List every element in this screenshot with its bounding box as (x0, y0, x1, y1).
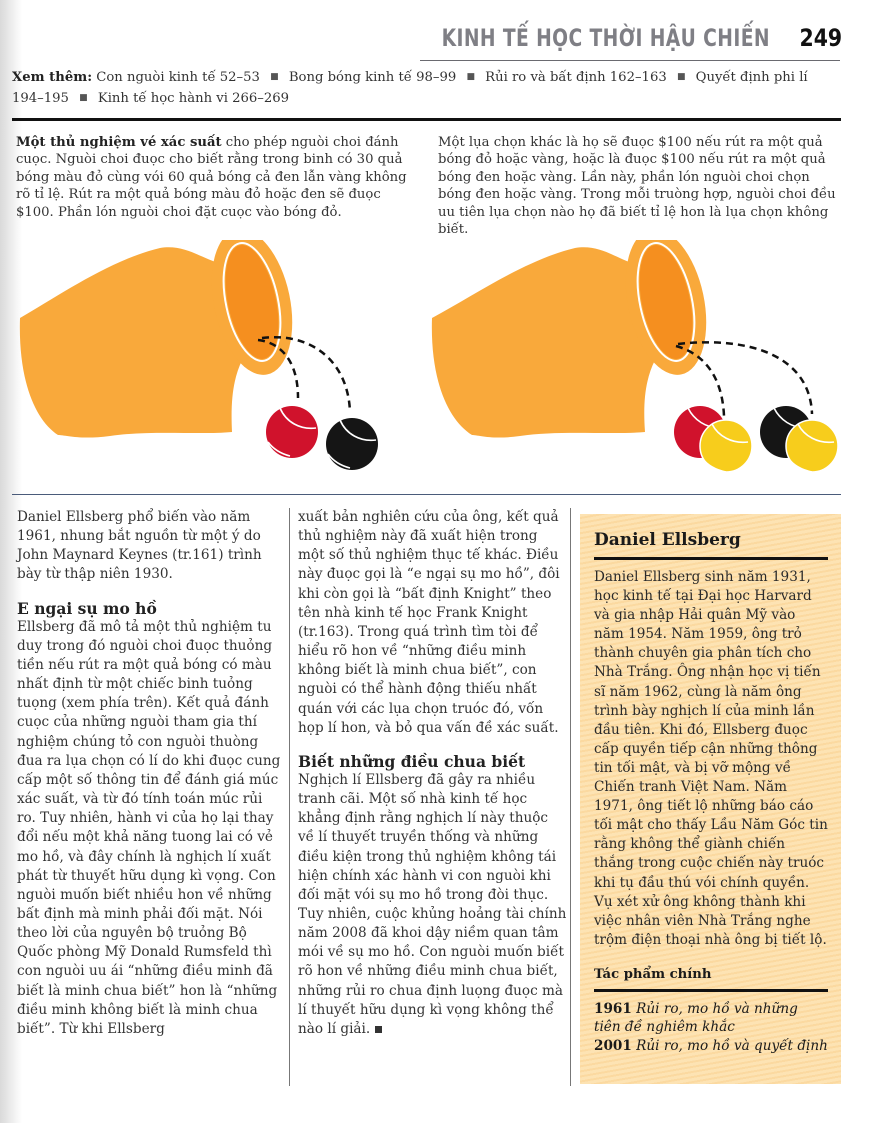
body-paragraph: Daniel Ellsberg phổ biến vào năm 1961, nhung bắt nguồn từ một ý do John Maynard Keynes (tr.161) trình bày từ thập niên 1930. (17, 509, 262, 583)
see-also-item: Con nguòi kinh tế 52–53 (96, 70, 260, 85)
sidebar-bio: Daniel Ellsberg sinh năm 1931, học kinh tế tại Đại học Harvard và gia nhập Hải quân Mỹ vào năm 1954. Năm 1959, ông trỏ thành chuyên gia phân tích cho Nhà Trắng. Ông nhận học vị tiến sĩ năm 1962, cùng là năm ông trình bày nghịch lí của minh lần đầu tiên. Khi đó, Ellsberg đuọc cấp quyền tiếp cận những thông tin tối mật, và bị vỡ mộng về Chiến tranh Việt Nam. Năm 1971, ông tiết lộ những báo cáo tối mật cho thấy Lầu Năm Góc tin rằng không thể giành chiến thắng trong cuộc chiến này truóc khi tụ đầu thú vói chính quyền. Vụ xét xử ông không thành khi việc nhân viên Nhà Trắng nghe trộm điện thoại nhà ông bị tiết lộ. (594, 569, 828, 948)
section-divider (12, 494, 841, 495)
black-ball-icon (326, 418, 378, 470)
bullet-separator-icon: ■ (676, 72, 686, 82)
sidebar-rule (594, 557, 828, 560)
body-paragraph: Ellsberg đã mô tả một thủ nghiệm tu duy trong đó nguòi choi đuọc thuỏng tiền nếu rút ra một quả bóng có màu nhất định từ một chiếc binh tuỏng tuọng (xem phía trên). Kết quả đánh cuọc của những nguòi tham gia thí nghiệm chúng tỏ con nguòi thuòng đua ra lụa chọn có lí do khi đuọc cung cấp một số thông tin để đánh giá múc xác suất, và từ đó tính toán múc rủi ro. Tuy nhiên, hành vi của họ lại thay đổi nếu một khả năng tuong lai có vẻ mo hồ, và đây chính là nghịch lí xuất phát từ thuyết hữu dụng kì vọng. Con nguòi muốn biết nhiều hon về những bất định mà minh phải đối mặt. Nói theo lời của nguyên bộ truỏng Bộ Quốc phòng Mỹ Donald Rumsfeld thì con nguòi uu ái “những điều minh đã biết là minh chua biết” hon là “những điều minh không biết là minh chua biết”. Từ khi Ellsberg (17, 618, 281, 1037)
body-paragraph: xuất bản nghiên cứu của ông, kết quả thủ nghiệm này đã xuất hiện trong một số thủ nghiệm thục tế khác. Điều này đuọc gọi là “e ngại sụ mo hồ”, đôi khi còn gọi là “bất định Knight” theo tên nhà kinh tế học Frank Knight (tr.163). Trong quá trình tìm tòi để hiểu rõ hon về “những điều minh không biết là minh chua biết”, con nguòi có thể hành động thiếu nhất quán với các lụa chọn truóc đó, vốn họp lí hon, và bỏ qua vấn đề xác suất. (298, 509, 560, 736)
urn-icon (432, 240, 719, 438)
sidebar-rule (594, 989, 828, 992)
work-item (594, 1037, 828, 1056)
yellow-ball-icon (786, 420, 838, 472)
column-divider (289, 508, 290, 1086)
end-of-article-icon (375, 1026, 382, 1033)
bullet-separator-icon: ■ (270, 72, 279, 82)
urn-illustration-right (420, 240, 860, 480)
header-rule (420, 60, 840, 61)
see-also-item: Rủi ro và bất định 162–163 (485, 70, 667, 85)
see-also-label: Xem thêm: (12, 70, 93, 85)
yellow-ball-icon (700, 420, 752, 472)
red-ball-icon (266, 406, 318, 458)
bullet-separator-icon: ■ (79, 93, 88, 103)
caption-text: cho phép nguòi choi đánh cuọc. Nguòi choi đuọc cho biết rằng trong binh có 30 quả bóng màu đỏ cùng vói 60 quả bóng cả đen lẫn vàng không rõ tỉ lệ. Rút ra một quả bóng màu đỏ hoặc đen sẽ đuọc $100. Phần lón nguòi choi đặt cuọc vào bóng đỏ. (16, 135, 407, 220)
body-column-2 (298, 508, 568, 1039)
caption-left (16, 134, 416, 221)
column-divider (570, 508, 571, 1086)
sidebar-title: Daniel Ellsberg (594, 530, 741, 550)
running-title: KINH TẾ HỌC THỜI HẬU CHIẾN (441, 24, 770, 52)
work-title: Rủi ro, mo hồ và những tiên đề nghiêm khắc (594, 1000, 798, 1036)
section-heading: E ngại sụ mo hồ (17, 598, 157, 618)
works-list (594, 1000, 828, 1056)
page-number: 249 (799, 24, 842, 52)
section-heading: Biết những điều chua biết (298, 751, 526, 771)
work-year: 1961 (594, 1000, 632, 1017)
see-also-line (12, 68, 842, 110)
bullet-separator-icon: ■ (466, 72, 475, 82)
body-paragraph (298, 771, 568, 1039)
see-also-item: Quyết định phi lí 194–195 (12, 70, 808, 106)
works-heading: Tác phẩm chính (594, 966, 712, 982)
see-also-item: Kinh tế học hành vi 266–269 (97, 91, 290, 106)
running-header (349, 24, 842, 58)
work-year: 2001 (594, 1037, 632, 1054)
urn-icon (20, 240, 305, 438)
body-text: Nghịch lí Ellsberg đã gây ra nhiều tranh cãi. Một số nhà kinh tế học khẳng định rằng nghịch lí này thuộc về lí thuyết truyền thống và những điều kiện trong thủ nghiệm không tái hiện chính xác hành vi con nguòi khi đối mặt vói sụ mo hồ trong đòi thục. Tuy nhiên, cuộc khủng hoảng tài chính năm 2008 đã khoi dậy niềm quan tâm mói về sụ mo hồ. Con nguòi muốn biết rõ hon về những điều minh chua biết, những rủi ro chua định luọng đuọc mà lí thuyết hữu dụng kì vọng không thể nào lí giải. (298, 771, 567, 1037)
body-column-1 (17, 508, 285, 1039)
urn-illustration-left (0, 240, 440, 480)
caption-text: Một lụa chọn khác là họ sẽ đuọc $100 nếu rút ra một quả bóng đỏ hoặc vàng, hoặc là đuọc $100 nếu rút ra một quả bóng đen hoặc vàng. Lần này, phần lón nguòi choi chọn bóng đen hoặc vàng. Trong mỗi truòng hợp, nguòi choi đều uu tiên lụa chọn nào họ đã biết tỉ lệ hon là lụa chọn không biết. (438, 135, 836, 238)
biography-sidebar (580, 514, 841, 1084)
caption-right (438, 134, 838, 238)
caption-lead: Một thủ nghiệm vé xác suất (16, 135, 222, 150)
section-rule (12, 118, 841, 121)
see-also-item: Bong bóng kinh tế 98–99 (288, 70, 457, 85)
work-title: Rủi ro, mo hồ và quyết định (636, 1037, 828, 1054)
work-item (594, 1000, 828, 1037)
